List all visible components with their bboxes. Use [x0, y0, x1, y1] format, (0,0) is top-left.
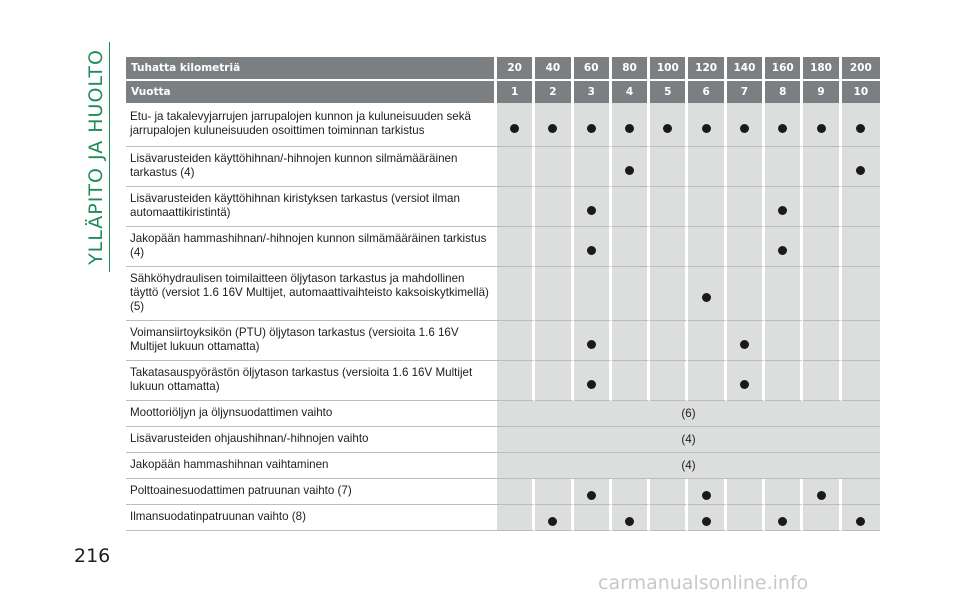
- interval-cell: [765, 505, 803, 531]
- interval-cell: [765, 361, 803, 401]
- interval-cell: [535, 227, 573, 267]
- interval-cell: [650, 187, 688, 227]
- interval-cell: [842, 147, 880, 187]
- interval-cell: [574, 147, 612, 187]
- interval-cell: [574, 361, 612, 401]
- header-row-km: [126, 57, 880, 81]
- interval-cell: [497, 361, 535, 401]
- interval-cell: [650, 321, 688, 361]
- interval-cell: [727, 361, 765, 401]
- bullet-icon: [702, 517, 711, 526]
- interval-cell: [497, 227, 535, 267]
- bullet-icon: [663, 124, 672, 133]
- interval-cell: [535, 147, 573, 187]
- interval-cell: [497, 321, 535, 361]
- interval-cell: [842, 361, 880, 401]
- table-row: [126, 103, 880, 147]
- bullet-icon: [778, 246, 787, 255]
- interval-cell: [497, 505, 535, 531]
- table-row: [126, 227, 880, 267]
- table-row: [126, 479, 880, 505]
- watermark: carmanualsonline.info: [598, 572, 809, 594]
- years-header-cell: 4: [612, 81, 650, 103]
- bullet-icon: [778, 124, 787, 133]
- years-header-cell: 9: [803, 81, 841, 103]
- years-header-cell: 2: [535, 81, 573, 103]
- interval-note: (6): [497, 401, 880, 427]
- table-row: [126, 427, 880, 453]
- table-row: [126, 147, 880, 187]
- interval-cell: [574, 227, 612, 267]
- interval-cell: [535, 267, 573, 321]
- table-row: [126, 505, 880, 531]
- bullet-icon: [587, 380, 596, 389]
- interval-cell: [535, 103, 573, 147]
- interval-cell: [803, 147, 841, 187]
- interval-cell: [803, 267, 841, 321]
- interval-cell: [612, 505, 650, 531]
- years-header-cell: 10: [842, 81, 880, 103]
- bullet-icon: [587, 124, 596, 133]
- task-description: Voimansiirtoyksikön (PTU) öljytason tarkastus (versioita 1.6 16V Multijet lukuun ottamatta): [126, 321, 497, 361]
- interval-cell: [727, 267, 765, 321]
- task-description: Jakopään hammashihnan/-hihnojen kunnon silmämääräinen tarkistus (4): [126, 227, 497, 267]
- interval-cell: [842, 321, 880, 361]
- task-description: Lisävarusteiden käyttöhihnan kiristyksen tarkastus (versiot ilman automaattikiristintä): [126, 187, 497, 227]
- interval-cell: [535, 479, 573, 505]
- interval-cell: [650, 361, 688, 401]
- interval-cell: [650, 479, 688, 505]
- interval-cell: [803, 187, 841, 227]
- task-description: Etu- ja takalevyjarrujen jarrupalojen kunnon ja kuluneisuuden sekä jarrupalojen kuluneisuuden osoittimen toiminnan tarkistus: [126, 103, 497, 147]
- interval-cell: [803, 321, 841, 361]
- km-header-cell: 100: [650, 57, 688, 81]
- km-header-cell: 140: [727, 57, 765, 81]
- years-header-cell: 1: [497, 81, 535, 103]
- interval-cell: [688, 479, 726, 505]
- interval-cell: [574, 267, 612, 321]
- interval-cell: [574, 479, 612, 505]
- interval-cell: [574, 103, 612, 147]
- bullet-icon: [817, 124, 826, 133]
- interval-cell: [535, 361, 573, 401]
- interval-cell: [727, 147, 765, 187]
- interval-cell: [803, 361, 841, 401]
- task-description: Sähköhydraulisen toimilaitteen öljytason tarkastus ja mahdollinen täyttö (versiot 1.6 16V Multijet, automaattivaihteisto kaksoiskytkimellä) (5): [126, 267, 497, 321]
- km-header-cell: 200: [842, 57, 880, 81]
- section-title: YLLÄPITO JA HUOLTO: [85, 49, 108, 265]
- bullet-icon: [778, 206, 787, 215]
- km-header-cell: 20: [497, 57, 535, 81]
- bullet-icon: [778, 517, 787, 526]
- bullet-icon: [625, 166, 634, 175]
- km-header-cell: 120: [688, 57, 726, 81]
- years-header-label: Vuotta: [126, 81, 497, 103]
- interval-cell: [765, 479, 803, 505]
- interval-cell: [612, 227, 650, 267]
- bullet-icon: [587, 340, 596, 349]
- interval-cell: [727, 479, 765, 505]
- interval-cell: [765, 187, 803, 227]
- table-row: [126, 321, 880, 361]
- page-number: 216: [74, 545, 111, 567]
- interval-cell: [803, 479, 841, 505]
- table-row: [126, 453, 880, 479]
- maintenance-schedule-table: [126, 57, 880, 531]
- bullet-icon: [625, 517, 634, 526]
- interval-cell: [612, 187, 650, 227]
- bullet-icon: [702, 491, 711, 500]
- interval-cell: [688, 187, 726, 227]
- interval-cell: [765, 103, 803, 147]
- interval-cell: [727, 321, 765, 361]
- interval-cell: [688, 321, 726, 361]
- table-row: [126, 401, 880, 427]
- interval-cell: [727, 505, 765, 531]
- bullet-icon: [702, 124, 711, 133]
- header-row-years: [126, 81, 880, 103]
- interval-cell: [765, 227, 803, 267]
- bullet-icon: [548, 517, 557, 526]
- km-header-cell: 180: [803, 57, 841, 81]
- interval-cell: [612, 321, 650, 361]
- interval-cell: [765, 267, 803, 321]
- bullet-icon: [856, 517, 865, 526]
- interval-cell: [497, 103, 535, 147]
- task-description: Ilmansuodatinpatruunan vaihto (8): [126, 505, 497, 531]
- task-description: Takatasauspyörästön öljytason tarkastus (versioita 1.6 16V Multijet lukuun ottamatta): [126, 361, 497, 401]
- section-title-rule: [109, 42, 110, 272]
- km-header-label: Tuhatta kilometriä: [126, 57, 497, 81]
- interval-cell: [727, 227, 765, 267]
- bullet-icon: [625, 124, 634, 133]
- interval-cell: [688, 147, 726, 187]
- interval-cell: [497, 479, 535, 505]
- interval-cell: [650, 267, 688, 321]
- interval-cell: [535, 187, 573, 227]
- years-header-cell: 7: [727, 81, 765, 103]
- interval-cell: [727, 187, 765, 227]
- km-header-cell: 40: [535, 57, 573, 81]
- interval-cell: [842, 267, 880, 321]
- interval-cell: [497, 267, 535, 321]
- interval-cell: [803, 103, 841, 147]
- interval-cell: [650, 147, 688, 187]
- interval-cell: [574, 187, 612, 227]
- interval-cell: [688, 103, 726, 147]
- interval-cell: [842, 187, 880, 227]
- interval-cell: [688, 267, 726, 321]
- interval-cell: [574, 505, 612, 531]
- task-description: Polttoainesuodattimen patruunan vaihto (7): [126, 479, 497, 505]
- interval-cell: [803, 227, 841, 267]
- interval-cell: [842, 103, 880, 147]
- interval-cell: [612, 361, 650, 401]
- interval-cell: [765, 321, 803, 361]
- interval-cell: [842, 227, 880, 267]
- years-header-cell: 3: [574, 81, 612, 103]
- km-header-cell: 60: [574, 57, 612, 81]
- bullet-icon: [510, 124, 519, 133]
- years-header-cell: 8: [765, 81, 803, 103]
- interval-cell: [650, 103, 688, 147]
- task-description: Jakopään hammashihnan vaihtaminen: [126, 453, 497, 479]
- interval-cell: [535, 321, 573, 361]
- interval-note: (4): [497, 453, 880, 479]
- km-header-cell: 80: [612, 57, 650, 81]
- interval-cell: [535, 505, 573, 531]
- bullet-icon: [702, 293, 711, 302]
- table-row: [126, 187, 880, 227]
- interval-cell: [650, 227, 688, 267]
- bullet-icon: [740, 340, 749, 349]
- bullet-icon: [856, 124, 865, 133]
- bullet-icon: [587, 491, 596, 500]
- task-description: Moottoriöljyn ja öljynsuodattimen vaihto: [126, 401, 497, 427]
- interval-cell: [650, 505, 688, 531]
- interval-cell: [612, 147, 650, 187]
- km-header-cell: 160: [765, 57, 803, 81]
- bullet-icon: [740, 124, 749, 133]
- interval-cell: [612, 103, 650, 147]
- years-header-cell: 6: [688, 81, 726, 103]
- bullet-icon: [587, 206, 596, 215]
- interval-cell: [688, 361, 726, 401]
- task-description: Lisävarusteiden ohjaushihnan/-hihnojen vaihto: [126, 427, 497, 453]
- interval-cell: [497, 187, 535, 227]
- interval-cell: [765, 147, 803, 187]
- interval-cell: [688, 227, 726, 267]
- interval-cell: [612, 479, 650, 505]
- bullet-icon: [548, 124, 557, 133]
- interval-cell: [842, 505, 880, 531]
- interval-cell: [612, 267, 650, 321]
- interval-cell: [688, 505, 726, 531]
- interval-note: (4): [497, 427, 880, 453]
- bullet-icon: [587, 246, 596, 255]
- bullet-icon: [817, 491, 826, 500]
- bullet-icon: [740, 380, 749, 389]
- task-description: Lisävarusteiden käyttöhihnan/-hihnojen kunnon silmämääräinen tarkastus (4): [126, 147, 497, 187]
- table-row: [126, 267, 880, 321]
- years-header-cell: 5: [650, 81, 688, 103]
- interval-cell: [727, 103, 765, 147]
- interval-cell: [803, 505, 841, 531]
- bullet-icon: [856, 166, 865, 175]
- interval-cell: [574, 321, 612, 361]
- table-row: [126, 361, 880, 401]
- interval-cell: [497, 147, 535, 187]
- interval-cell: [842, 479, 880, 505]
